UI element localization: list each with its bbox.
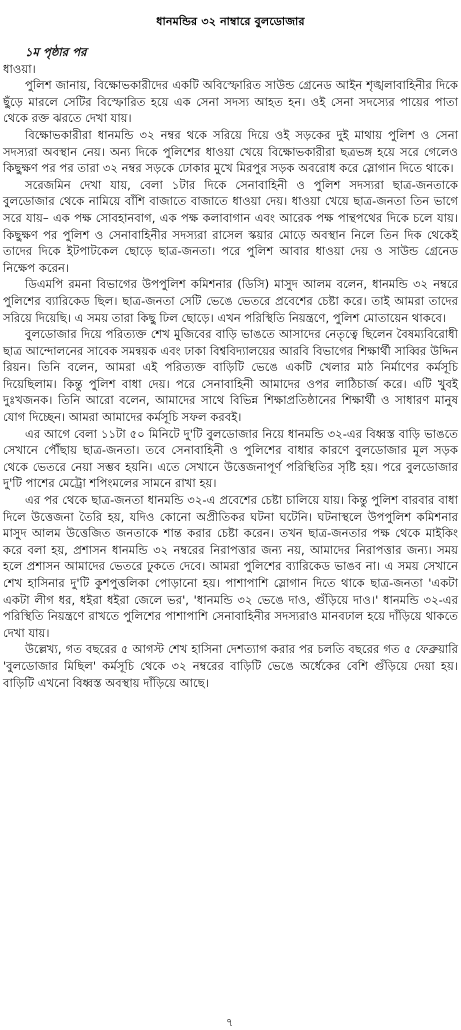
paragraph-background: উল্লেখ্য, গত বছরের ৫ আগস্ট শেখ হাসিনা দেশত্যাগ করার পর চলতি বছরের গত ৫ ফেব্রুয়ারি 'বুলডোজার মিছিল' কর্মসূচি থেকে ৩২ নম্বরের বাড়িটি ভেঙে অর্ধেকের বেশি গুঁড়িয়ে দেয়া হয়। বাড়িটি এখনো বিধ্বস্ত অবস্থায় দাঁড়িয়ে আছে।	[3, 642, 458, 690]
paragraph-road-blockade: বিক্ষোভকারীরা ধানমন্ডি ৩২ নম্বর থকে সরিয়ে দিয়ে ওই সড়কের দুই মাথায় পুলিশ ও সেনা সদস্যরা অবস্থান নেয়। অন্য দিকে পুলিশের ধাওয়া খেয়ে বিক্ষোভকারীরা ছত্রভঙ্গ হয়ে সরে গেলেও কিছুক্ষণ পর পর তারা ৩২ নম্বর সড়কে ঢোকার মুখে মিরপুর সড়ক অবরোধ করে স্লোগান দিতে থাকে।	[3, 127, 458, 176]
headline: ধানমন্ডির ৩২ নাম্বারে বুলডোজার	[156, 15, 305, 28]
paragraph-grenade: পুলিশ জানায়, বিক্ষোভকারীদের একটি অবিস্ফোরিত সাউন্ড গ্রেনেড আইন শৃঙ্খলাবাহিনীর দিকে ছুঁড়ে মারলে সেটির বিস্ফোরিত হয়ে এক সেনা সদস্য আহত হন। ওই সেনা সদস্যের পায়ের পাতা থেকে রক্ত ঝরতে দেখা যায়।	[3, 78, 458, 126]
article-body	[3, 44, 458, 691]
page-number-fragment: ৭	[226, 1016, 234, 1029]
paragraph-tension: এর পর থেকে ছাত্র-জনতা ধানমন্ডি ৩২-এ প্রবেশের চেষ্টা চালিয়ে যায়। কিন্তু পুলিশ বারবার বাধা দিলে উত্তেজনা তৈরি হয়, যদিও কোনো অপ্রীতিকর ঘটনা ঘটেনি। ঘটনাস্থলে উপপুলিশ কমিশনার মাসুদ আলম উত্তেজিত জনতাকে শান্ত করার চেষ্টা করেন। তখন ছাত্র-জনতার পক্ষ থেকে মাইকিং করে বলা হয়, প্রশাসন ধানমন্ডি ৩২ নম্বরের নিরাপত্তার জন্য নয়, আমাদের নিরাপত্তার জন্য। সময় হলে প্রশাসন আমাদের ভেতরে ঢুকতে দেবে। আমরা পুলিশের ব্যারিকেড ভাঙব না। এ সময় সেখানে শেখ হাসিনার দু'টি কুশপুত্তলিকা পোড়ানো হয়। পাশাপাশি স্লোগান দিতে থাকে ছাত্র-জনতা 'একটা একটা লীগ ধর, ধইরা ধইরা জেলে ভর', 'ধানমন্ডি ৩২ ভেঙে দাও, গুঁড়িয়ে দাও।' ধানমন্ডি ৩২-এর পরিস্থিতি নিয়ন্ত্রণে রাখতে পুলিশের পাশাপাশি সেনাবাহিনীর সদস্যরাও মানবঢাল হয়ে দাঁড়িয়ে থাকতে দেখা যায়।	[3, 493, 458, 640]
paragraph-organizer-statement: বুলডোজার দিয়ে পরিত্যক্ত শেখ মুজিবের বাড়ি ভাঙতে আসাদের নেতৃত্বে ছিলেন বৈষম্যবিরোধী ছাত্র আন্দোলনের সাবেক সমন্বয়ক এবং ঢাকা বিশ্ববিদ্যালয়ের আরবি বিভাগের শিক্ষার্থী সাব্বির উদ্দিন রিয়ন। তিনি বলেন, আমরা এই পরিত্যক্ত বাড়িটি ভেঙে একটি খেলার মাঠ নির্মাণের কর্মসূচি দিয়েছিলাম। কিন্তু পুলিশ বাধা দেয়। পরে সেনাবাহিনী আমাদের ওপর লাঠিচার্জ করে। এটি খুবই দুঃখজনক। তিনি আরো বলেন, আমাদের সাথে বিভিন্ন শিক্ষাপ্রতিষ্ঠানের শিক্ষার্থী ও সাধারণ মানুষ যোগ দিচ্ছেন। আমরা আমাদের কর্মসূচি সফল করবই।	[3, 327, 458, 425]
paragraph-chase: সরেজমিন দেখা যায়, বেলা ১টার দিকে সেনাবাহিনী ও পুলিশ সদস্যরা ছাত্র-জনতাকে বুলডোজার থেকে নামিয়ে বাঁশি বাজাতে বাজাতে ধাওয়া দেয়। ধাওয়া খেয়ে ছাত্র-জনতা তিন ভাগে সরে যায়– এক পক্ষ সোবহানবাগ, এক পক্ষ কলাবাগান এবং আরেক পক্ষ পান্থপথের দিকে চলে যায়। কিছুক্ষণ পর পুলিশ ও সেনাবাহিনীর সদস্যরা রাসেল স্কয়ার মোড়ে অবস্থান নিলে তিন দিক থেকেই তাদের দিকে ইটপাটকেল ছোড়ে ছাত্র-জনতা। পরে পুলিশ আবার ধাওয়া দেয় ও সাউন্ড গ্রেনেড নিক্ষেপ করেন।	[3, 177, 458, 275]
paragraph-dc-statement: ডিএমপি রমনা বিভাগের উপপুলিশ কমিশনার (ডিসি) মাসুদ আলম বলেন, ধানমন্ডি ৩২ নম্বরে পুলিশের ব্যারিকেড ছিল। ছাত্র-জনতা সেটি ভেঙে ভেতরে প্রবেশের চেষ্টা করে। তাই আমরা তাদের সরিয়ে দিয়েছি। এ সময় তারা কিছু ঢিল ছোড়ে। এখন পরিস্থিতি নিয়ন্ত্রণে, পুলিশ মোতায়েন থাকবে।	[3, 277, 458, 325]
lead-word: ধাওয়া।	[3, 61, 36, 76]
paragraph-bulldozer-arrival: এর আগে বেলা ১১টা ৫০ মিনিটে দু'টি বুলডোজার নিয়ে ধানমন্ডি ৩২-এর বিধ্বস্ত বাড়ি ভাঙতে সেখানে পৌঁছায় ছাত্র-জনতা। তবে সেনাবাহিনী ও পুলিশের বাধার কারণে বুলডোজার মূল সড়ক থেকে ভেতরে নেয়া সম্ভব হয়নি। এতে সেখানে উত্তেজনাপূর্ণ পরিস্থিতির সৃষ্টি হয়। পরে বুলডোজার দু'টি পাশের মেট্রো শপিংমলের সামনে রাখা হয়।	[3, 426, 458, 491]
continued-from-note: ১ম পৃষ্ঠার পর	[25, 45, 87, 59]
